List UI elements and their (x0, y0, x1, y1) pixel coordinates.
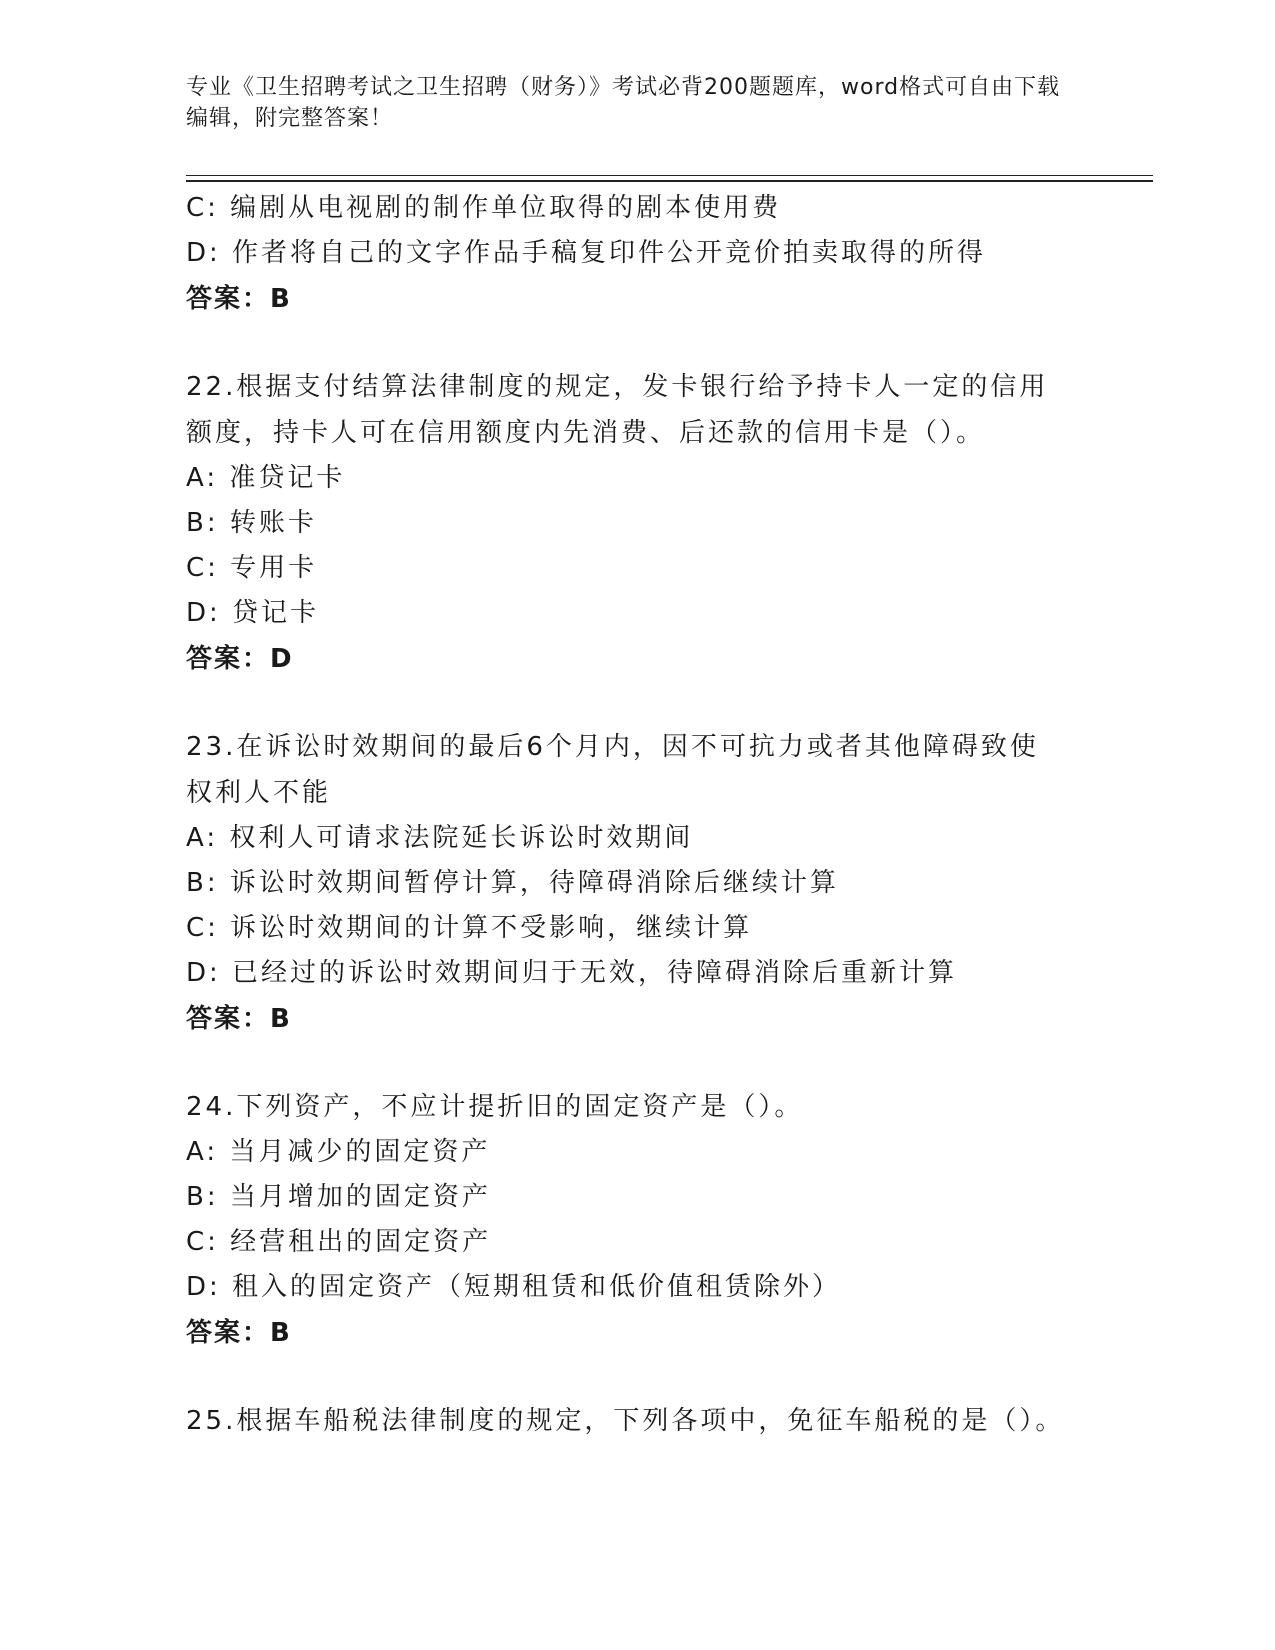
question-text: 25.根据车船税法律制度的规定，下列各项中，免征车船税的是（）。 (186, 1406, 1065, 1436)
answer-line: 答案：B (186, 284, 292, 314)
document-header: 专业《卫生招聘考试之卫生招聘（财务）》考试必背200题题库，word格式可自由下载编辑，附完整答案！ (186, 75, 1061, 131)
answer-line: 答案：B (186, 1004, 292, 1034)
answer-line: 答案：D (186, 644, 294, 674)
option-d: D: 租入的固定资产（短期租赁和低价值租赁除外） (186, 1272, 842, 1302)
header-divider-thick (186, 180, 1153, 182)
option-d: D: 已经过的诉讼时效期间归于无效，待障碍消除后重新计算 (186, 958, 958, 988)
question-block-22 (186, 364, 1086, 682)
option-c: C: 经营租出的固定资产 (186, 1227, 492, 1257)
question-block-24 (186, 1084, 1086, 1356)
question-text: 22.根据支付结算法律制度的规定，发卡银行给予持卡人一定的信用额度，持卡人可在信用额度内先消费、后还款的信用卡是（）。 (186, 372, 1049, 448)
option-a: A: 权利人可请求法院延长诉讼时效期间 (186, 823, 694, 853)
option-b: B: 转账卡 (186, 508, 317, 538)
option-c: C: 编剧从电视剧的制作单位取得的剧本使用费 (186, 193, 782, 223)
question-text: 24.下列资产，不应计提折旧的固定资产是（）。 (186, 1092, 804, 1122)
option-b: B: 诉讼时效期间暂停计算，待障碍消除后继续计算 (186, 868, 839, 898)
question-block-23 (186, 724, 1086, 1042)
question-block-partial (186, 186, 1086, 322)
option-a: A: 准贷记卡 (186, 463, 346, 493)
question-list (186, 186, 1086, 1444)
option-c: C: 诉讼时效期间的计算不受影响，继续计算 (186, 913, 753, 943)
option-a: A: 当月减少的固定资产 (186, 1137, 491, 1167)
answer-line: 答案：B (186, 1318, 292, 1348)
question-block-25 (186, 1398, 1086, 1444)
option-d: D: 贷记卡 (186, 598, 320, 628)
question-text: 23.在诉讼时效期间的最后6个月内，因不可抗力或者其他障碍致使权利人不能 (186, 732, 1039, 808)
option-d: D: 作者将自己的文字作品手稿复印件公开竞价拍卖取得的所得 (186, 238, 987, 268)
option-c: C: 专用卡 (186, 553, 318, 583)
header-divider-thin (186, 175, 1153, 176)
option-b: B: 当月增加的固定资产 (186, 1182, 491, 1212)
